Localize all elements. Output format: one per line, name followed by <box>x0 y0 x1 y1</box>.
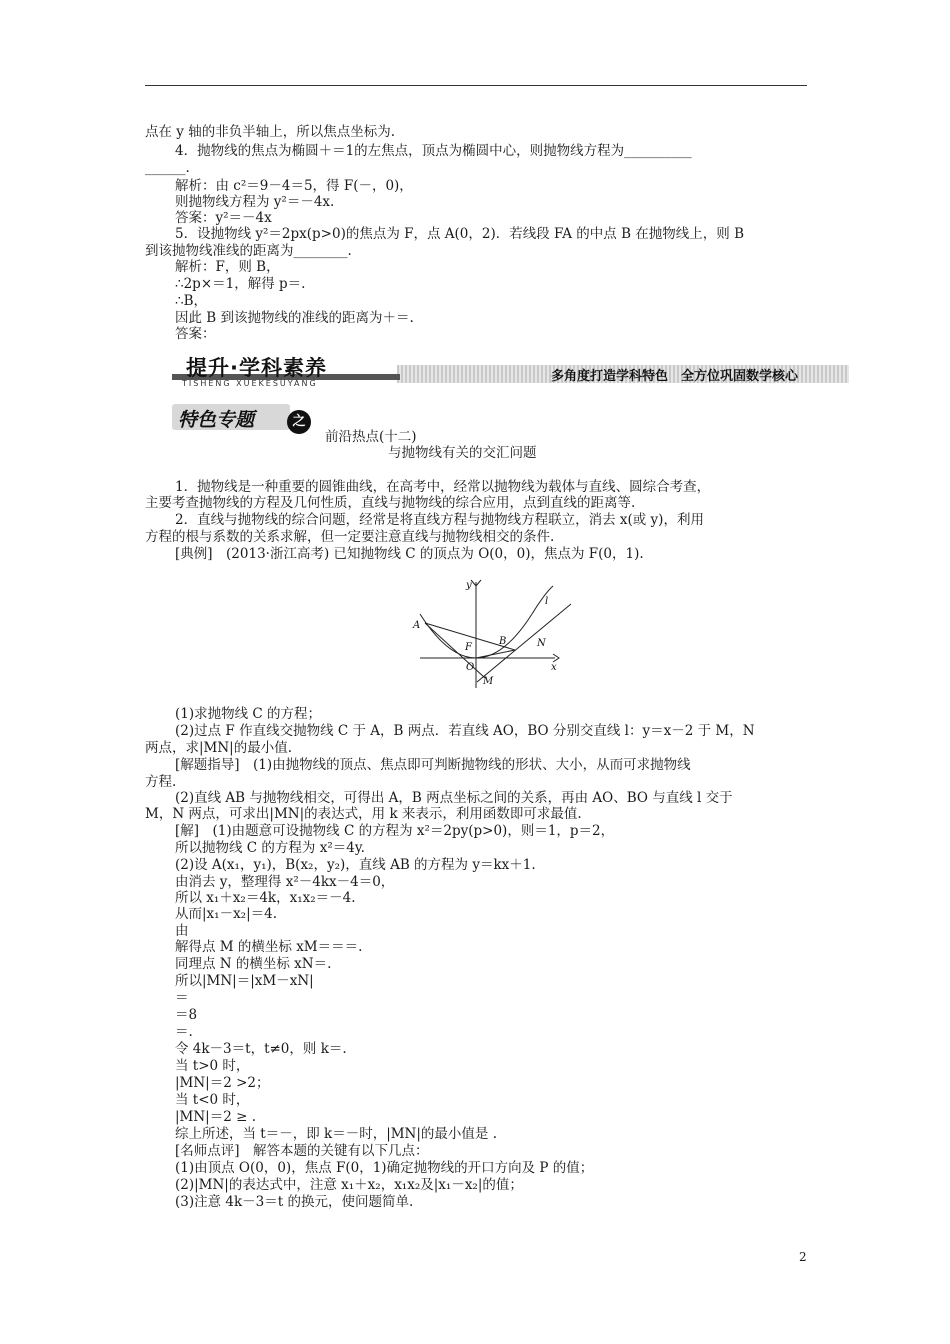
label-f: F <box>465 642 472 653</box>
text-line: ＝8 <box>175 1007 198 1023</box>
label-l: l <box>545 596 549 607</box>
text-line: 令 4k－3＝t，t≠0，则 k＝. <box>175 1041 347 1057</box>
text-line: 同理点 N 的横坐标 xN＝. <box>175 956 332 972</box>
topic-line-2: 与抛物线有关的交汇问题 <box>388 445 537 461</box>
badge-label: 特色专题 <box>178 409 255 431</box>
header-rule <box>145 85 807 86</box>
text-line: 当 t>0 时， <box>175 1058 250 1074</box>
text-line: 方程的根与系数的关系求解，但一定要注意直线与抛物线相交的条件. <box>145 529 555 545</box>
text-line: 5．设抛物线 y²＝2px(p>0)的焦点为 F，点 A(0，2)．若线段 FA 的中点 B 在抛物线上，则 B <box>175 226 744 242</box>
text-line: [解] (1)由题意可设抛物线 C 的方程为 x²＝2py(p>0)，则＝1，p＝2， <box>175 823 615 839</box>
text-line: 由消去 y，整理得 x²－4kx－4＝0， <box>175 874 395 890</box>
parabola-figure <box>405 578 580 693</box>
text-line: 综上所述，当 t＝－，即 k＝－时，|MN|的最小值是 . <box>175 1126 498 1142</box>
text-line: 答案：y²＝－4x <box>175 210 272 226</box>
text-line: 从而|x₁－x₂|＝4. <box>175 906 278 922</box>
text-line: 到该抛物线准线的距离为________. <box>145 243 352 259</box>
text-line: ＝. <box>175 1024 193 1040</box>
text-line: 所以 x₁＋x₂＝4k，x₁x₂＝－4. <box>175 890 356 906</box>
banner-title: 提升·学科素养 <box>186 356 327 380</box>
text-line: |MN|＝2 >2； <box>175 1075 270 1091</box>
text-line: 解析：F，则 B， <box>175 259 280 275</box>
text-line: 所以|MN|＝|xM－xN| <box>175 973 314 989</box>
label-y: y <box>466 580 472 591</box>
text-line: 两点，求|MN|的最小值. <box>145 740 293 756</box>
text-line: 当 t<0 时， <box>175 1092 250 1108</box>
text-line: 主要考查抛物线的方程及几何性质，直线与抛物线的综合应用，点到直线的距离等. <box>145 495 636 511</box>
text-line: 点在 y 轴的非负半轴上，所以焦点坐标为. <box>145 124 395 140</box>
banner-slogan: 多角度打造学科特色 全方位巩固数学核心 <box>550 369 798 384</box>
line-bo <box>476 650 515 658</box>
text-line: 4．抛物线的焦点为椭圆＋＝1的左焦点，顶点为椭圆中心，则抛物线方程为__________ <box>175 143 692 159</box>
text-line: 解得点 M 的横坐标 xM＝＝＝. <box>175 939 363 955</box>
text-line: ＝ <box>175 990 189 1006</box>
text-line: 答案： <box>175 326 216 342</box>
label-x: x <box>551 662 557 673</box>
label-b: B <box>499 636 507 647</box>
label-m: M <box>483 676 494 687</box>
text-line: 则抛物线方程为 y²＝－4x. <box>175 194 335 210</box>
text-line: |MN|＝2 ≥ . <box>175 1109 257 1125</box>
text-line: (3)注意 4k－3＝t 的换元，使问题简单. <box>175 1194 414 1210</box>
text-line: (2)过点 F 作直线交抛物线 C 于 A，B 两点．若直线 AO，BO 分别交直线 l：y＝x－2 于 M，N <box>175 723 755 739</box>
text-line: 2．直线与抛物线的综合问题，经常是将直线方程与抛物线方程联立，消去 x(或 y)，利用 <box>175 512 704 528</box>
label-a: A <box>413 620 421 631</box>
banner-subtitle: TISHENG XUEKESUYANG <box>182 379 318 388</box>
badge-circle: 之 <box>287 410 311 434</box>
text-line: 方程. <box>145 774 177 790</box>
text-line: (1)求抛物线 C 的方程； <box>175 706 322 722</box>
label-o: O <box>466 662 475 673</box>
text-line: (1)由顶点 O(0，0)，焦点 F(0，1)确定抛物线的开口方向及 P 的值； <box>175 1160 594 1176</box>
text-line: 由 <box>175 923 189 939</box>
section-banner <box>172 354 848 388</box>
text-line: ∴B， <box>175 293 208 309</box>
page-number: 2 <box>799 1250 807 1264</box>
parabola-upper <box>532 586 553 614</box>
special-topic-badge <box>172 402 312 436</box>
topic-line-1: 前沿热点(十二) <box>325 429 417 445</box>
text-line: 因此 B 到该抛物线的准线的距离为＋＝. <box>175 310 414 326</box>
text-line: (2)设 A(x₁，y₁)，B(x₂，y₂)，直线 AB 的方程为 y＝kx＋1. <box>175 857 536 873</box>
label-n: N <box>537 638 546 649</box>
text-line: ∴2p×＝1，解得 p＝. <box>175 276 306 292</box>
text-line: M，N 两点，可求出|MN|的表达式，用 k 来表示，利用函数即可求最值. <box>145 806 582 822</box>
text-line: [解题指导] (1)由抛物线的顶点、焦点即可判断抛物线的形状、大小，从而可求抛物线 <box>175 757 691 773</box>
text-line: 1．抛物线是一种重要的圆锥曲线，在高考中，经常以抛物线为载体与直线、圆综合考查， <box>175 479 711 495</box>
text-line: 所以抛物线 C 的方程为 x²＝4y. <box>175 840 365 856</box>
text-line: 解析：由 c²＝9－4＝5，得 F(－，0)， <box>175 178 413 194</box>
text-line: (2)|MN|的表达式中，注意 x₁＋x₂，x₁x₂及|x₁－x₂|的值； <box>175 1177 523 1193</box>
text-line: (2)直线 AB 与抛物线相交，可得出 A，B 两点坐标之间的关系，再由 AO、BO 与直线 l 交于 <box>175 790 733 806</box>
text-line: [名师点评] 解答本题的关键有以下几点： <box>175 1143 429 1159</box>
text-line: ______. <box>145 160 190 176</box>
text-line: [典例] (2013·浙江高考) 已知抛物线 C 的顶点为 O(0，0)，焦点为 F(0，1). <box>175 546 644 562</box>
